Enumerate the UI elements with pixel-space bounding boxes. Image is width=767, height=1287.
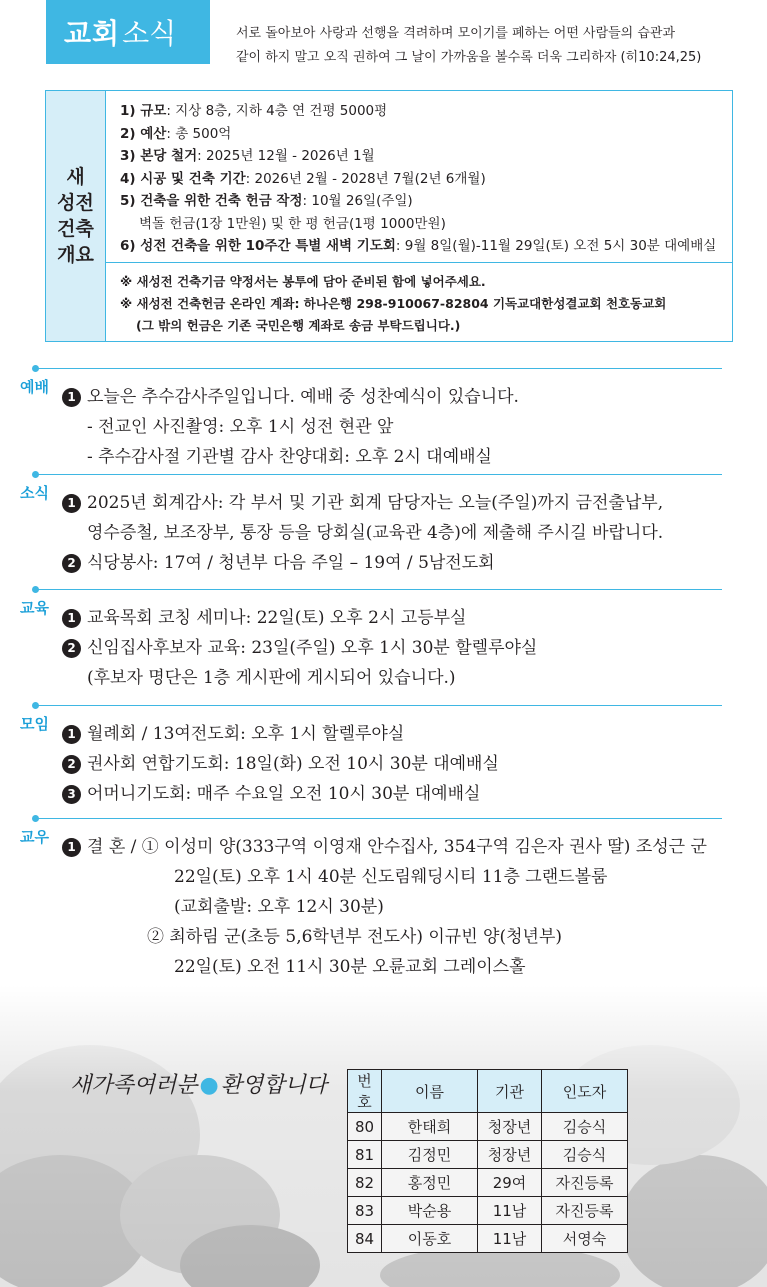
- list-item: 22일(토) 오전 11시 30분 오륜교회 그레이스홀: [174, 957, 526, 977]
- overview-notes: [106, 263, 732, 337]
- list-item: 1 결 혼 / ① 이성미 양(333구역 이영재 안수집사, 354구역 김은자 권사 딸) 조성근 군: [62, 832, 747, 862]
- table-row: [348, 1169, 628, 1197]
- welcome-text: 새가족여러분: [70, 1073, 198, 1098]
- list-item: - 전교인 사진촬영: 오후 1시 성전 현관 앞: [87, 417, 394, 437]
- numeral-badge: 2: [62, 755, 81, 774]
- section-divider: [34, 705, 722, 706]
- column-header: 번호: [348, 1070, 382, 1113]
- list-item: 영수증철, 보조장부, 통장 등을 당회실(교육관 4층)에 제출해 주시길 바랍니다.: [87, 523, 664, 543]
- section-body: [62, 382, 747, 472]
- numeral-badge: 1: [62, 609, 81, 628]
- title-bold: 교회: [64, 17, 121, 50]
- section-divider: [34, 818, 722, 819]
- table-cell: 김승식: [542, 1113, 628, 1141]
- table-cell: 청장년: [478, 1113, 542, 1141]
- numeral-badge: 1: [62, 388, 81, 407]
- table-cell: 84: [348, 1225, 382, 1253]
- section-title: [46, 0, 210, 64]
- list-item: 22일(토) 오후 1시 40분 신도림웨딩시티 11층 그랜드볼룸: [174, 867, 608, 887]
- welcome-message: [70, 1068, 327, 1099]
- numeral-badge: 2: [62, 554, 81, 573]
- table-cell: 김승식: [542, 1141, 628, 1169]
- divider-dot: [32, 815, 39, 822]
- overview-note: ※ 새성전 건축기금 약정서는 봉투에 담아 준비된 함에 넣어주세요.: [120, 274, 486, 289]
- table-cell: 82: [348, 1169, 382, 1197]
- list-item: 2 식당봉사: 17여 / 청년부 다음 주일 – 19여 / 5남전도회: [62, 548, 747, 578]
- column-header: 이름: [382, 1070, 478, 1113]
- numeral-badge: 1: [62, 838, 81, 857]
- overview-label: [46, 91, 106, 341]
- table-cell: 29여: [478, 1169, 542, 1197]
- heart-icon: ●: [199, 1073, 219, 1098]
- numeral-badge: 3: [62, 785, 81, 804]
- welcome-text: 환영합니다: [220, 1073, 327, 1098]
- table-cell: 81: [348, 1141, 382, 1169]
- divider-dot: [32, 471, 39, 478]
- table-row: [348, 1225, 628, 1253]
- table-cell: 자진등록: [542, 1197, 628, 1225]
- divider-dot: [32, 586, 39, 593]
- overview-item: 벽돌 헌금(1장 1만원) 및 한 평 헌금(1평 1000만원): [139, 215, 446, 232]
- overview-body: [106, 91, 732, 341]
- section-divider: [34, 589, 722, 590]
- overview-item: 2) 예산: 총 500억: [120, 125, 232, 142]
- list-item: 1 월례회 / 13여전도회: 오후 1시 할렐루야실: [62, 719, 747, 749]
- list-item: 3 어머니기도회: 매주 수요일 오전 10시 30분 대예배실: [62, 779, 747, 809]
- section-label: 예배: [20, 378, 49, 396]
- table-cell: 김정민: [382, 1141, 478, 1169]
- title-light: 소식: [122, 17, 177, 50]
- list-item: - 추수감사절 기관별 감사 찬양대회: 오후 2시 대예배실: [87, 447, 492, 467]
- overview-note: (그 밖의 헌금은 기존 국민은행 계좌로 송금 부탁드립니다.): [136, 318, 461, 333]
- table-row: [348, 1197, 628, 1225]
- list-item: 2 신임집사후보자 교육: 23일(주일) 오후 1시 30분 할렐루야실: [62, 633, 747, 663]
- table-cell: 한태희: [382, 1113, 478, 1141]
- list-item: ② 최하림 군(초등 5,6학년부 전도사) 이규빈 양(청년부): [147, 927, 563, 947]
- section-divider: [34, 368, 722, 369]
- building-overview-box: [45, 90, 733, 342]
- list-item: 1 오늘은 추수감사주일입니다. 예배 중 성찬예식이 있습니다.: [62, 382, 747, 412]
- list-item: (후보자 명단은 1층 게시판에 게시되어 있습니다.): [87, 668, 456, 688]
- section-label: 모임: [20, 715, 49, 733]
- list-item: 1 2025년 회계감사: 각 부서 및 기관 회계 담당자는 오늘(주일)까지 금전출납부,: [62, 488, 747, 518]
- table-cell: 이동호: [382, 1225, 478, 1253]
- table-cell: 박순용: [382, 1197, 478, 1225]
- section-label: 교우: [20, 828, 49, 846]
- numeral-badge: 2: [62, 639, 81, 658]
- numeral-badge: 1: [62, 494, 81, 513]
- section-label: 교육: [20, 599, 49, 617]
- overview-items: [106, 91, 732, 263]
- overview-item: 3) 본당 철거: 2025년 12월 - 2026년 1월: [120, 148, 375, 164]
- header: [0, 0, 767, 90]
- table-cell: 11남: [478, 1197, 542, 1225]
- overview-item: 6) 성전 건축을 위한 10주간 특별 새벽 기도회: 9월 8일(월)-11월 29일(토) 오전 5시 30분 대예배실: [120, 238, 717, 254]
- list-item: (교회출발: 오후 12시 30분): [174, 897, 384, 917]
- table-header-row: [348, 1070, 628, 1113]
- table-cell: 80: [348, 1113, 382, 1141]
- list-item: 2 권사회 연합기도회: 18일(화) 오전 10시 30분 대예배실: [62, 749, 747, 779]
- table-cell: 자진등록: [542, 1169, 628, 1197]
- divider-dot: [32, 365, 39, 372]
- table-cell: 서영숙: [542, 1225, 628, 1253]
- divider-dot: [32, 702, 39, 709]
- overview-item: 5) 건축을 위한 건축 헌금 작정: 10월 26일(주일): [120, 193, 413, 209]
- table-row: [348, 1113, 628, 1141]
- column-header: 인도자: [542, 1070, 628, 1113]
- table-cell: 83: [348, 1197, 382, 1225]
- column-header: 기관: [478, 1070, 542, 1113]
- verse-line: 같이 하지 말고 오직 권하여 그 날이 가까움을 볼수록 더욱 그리하자 (히10:24,25): [236, 50, 702, 65]
- numeral-badge: 1: [62, 725, 81, 744]
- section-divider: [34, 474, 722, 475]
- newcomers-table: [347, 1069, 628, 1253]
- section-label: 소식: [20, 484, 49, 502]
- list-item: 1 교육목회 코칭 세미나: 22일(토) 오후 2시 고등부실: [62, 603, 747, 633]
- verse-line: 서로 돌아보아 사랑과 선행을 격려하며 모이기를 폐하는 어떤 사람들의 습관과: [236, 26, 676, 41]
- section-body: [62, 488, 747, 578]
- overview-label-text: 새 성전 건축 개요: [57, 166, 94, 266]
- table-cell: 11남: [478, 1225, 542, 1253]
- overview-note: ※ 새성전 건축헌금 온라인 계좌: 하나은행 298-910067-82804 기독교대한성결교회 천호동교회: [120, 296, 667, 311]
- table-row: [348, 1141, 628, 1169]
- bible-verse: [236, 22, 756, 70]
- section-body: [62, 603, 747, 693]
- table-cell: 청장년: [478, 1141, 542, 1169]
- overview-item: 1) 규모: 지상 8층, 지하 4층 연 건평 5000평: [120, 103, 388, 119]
- overview-item: 4) 시공 및 건축 기간: 2026년 2월 - 2028년 7월(2년 6개월): [120, 170, 486, 187]
- table-cell: 홍정민: [382, 1169, 478, 1197]
- section-body: [62, 719, 747, 809]
